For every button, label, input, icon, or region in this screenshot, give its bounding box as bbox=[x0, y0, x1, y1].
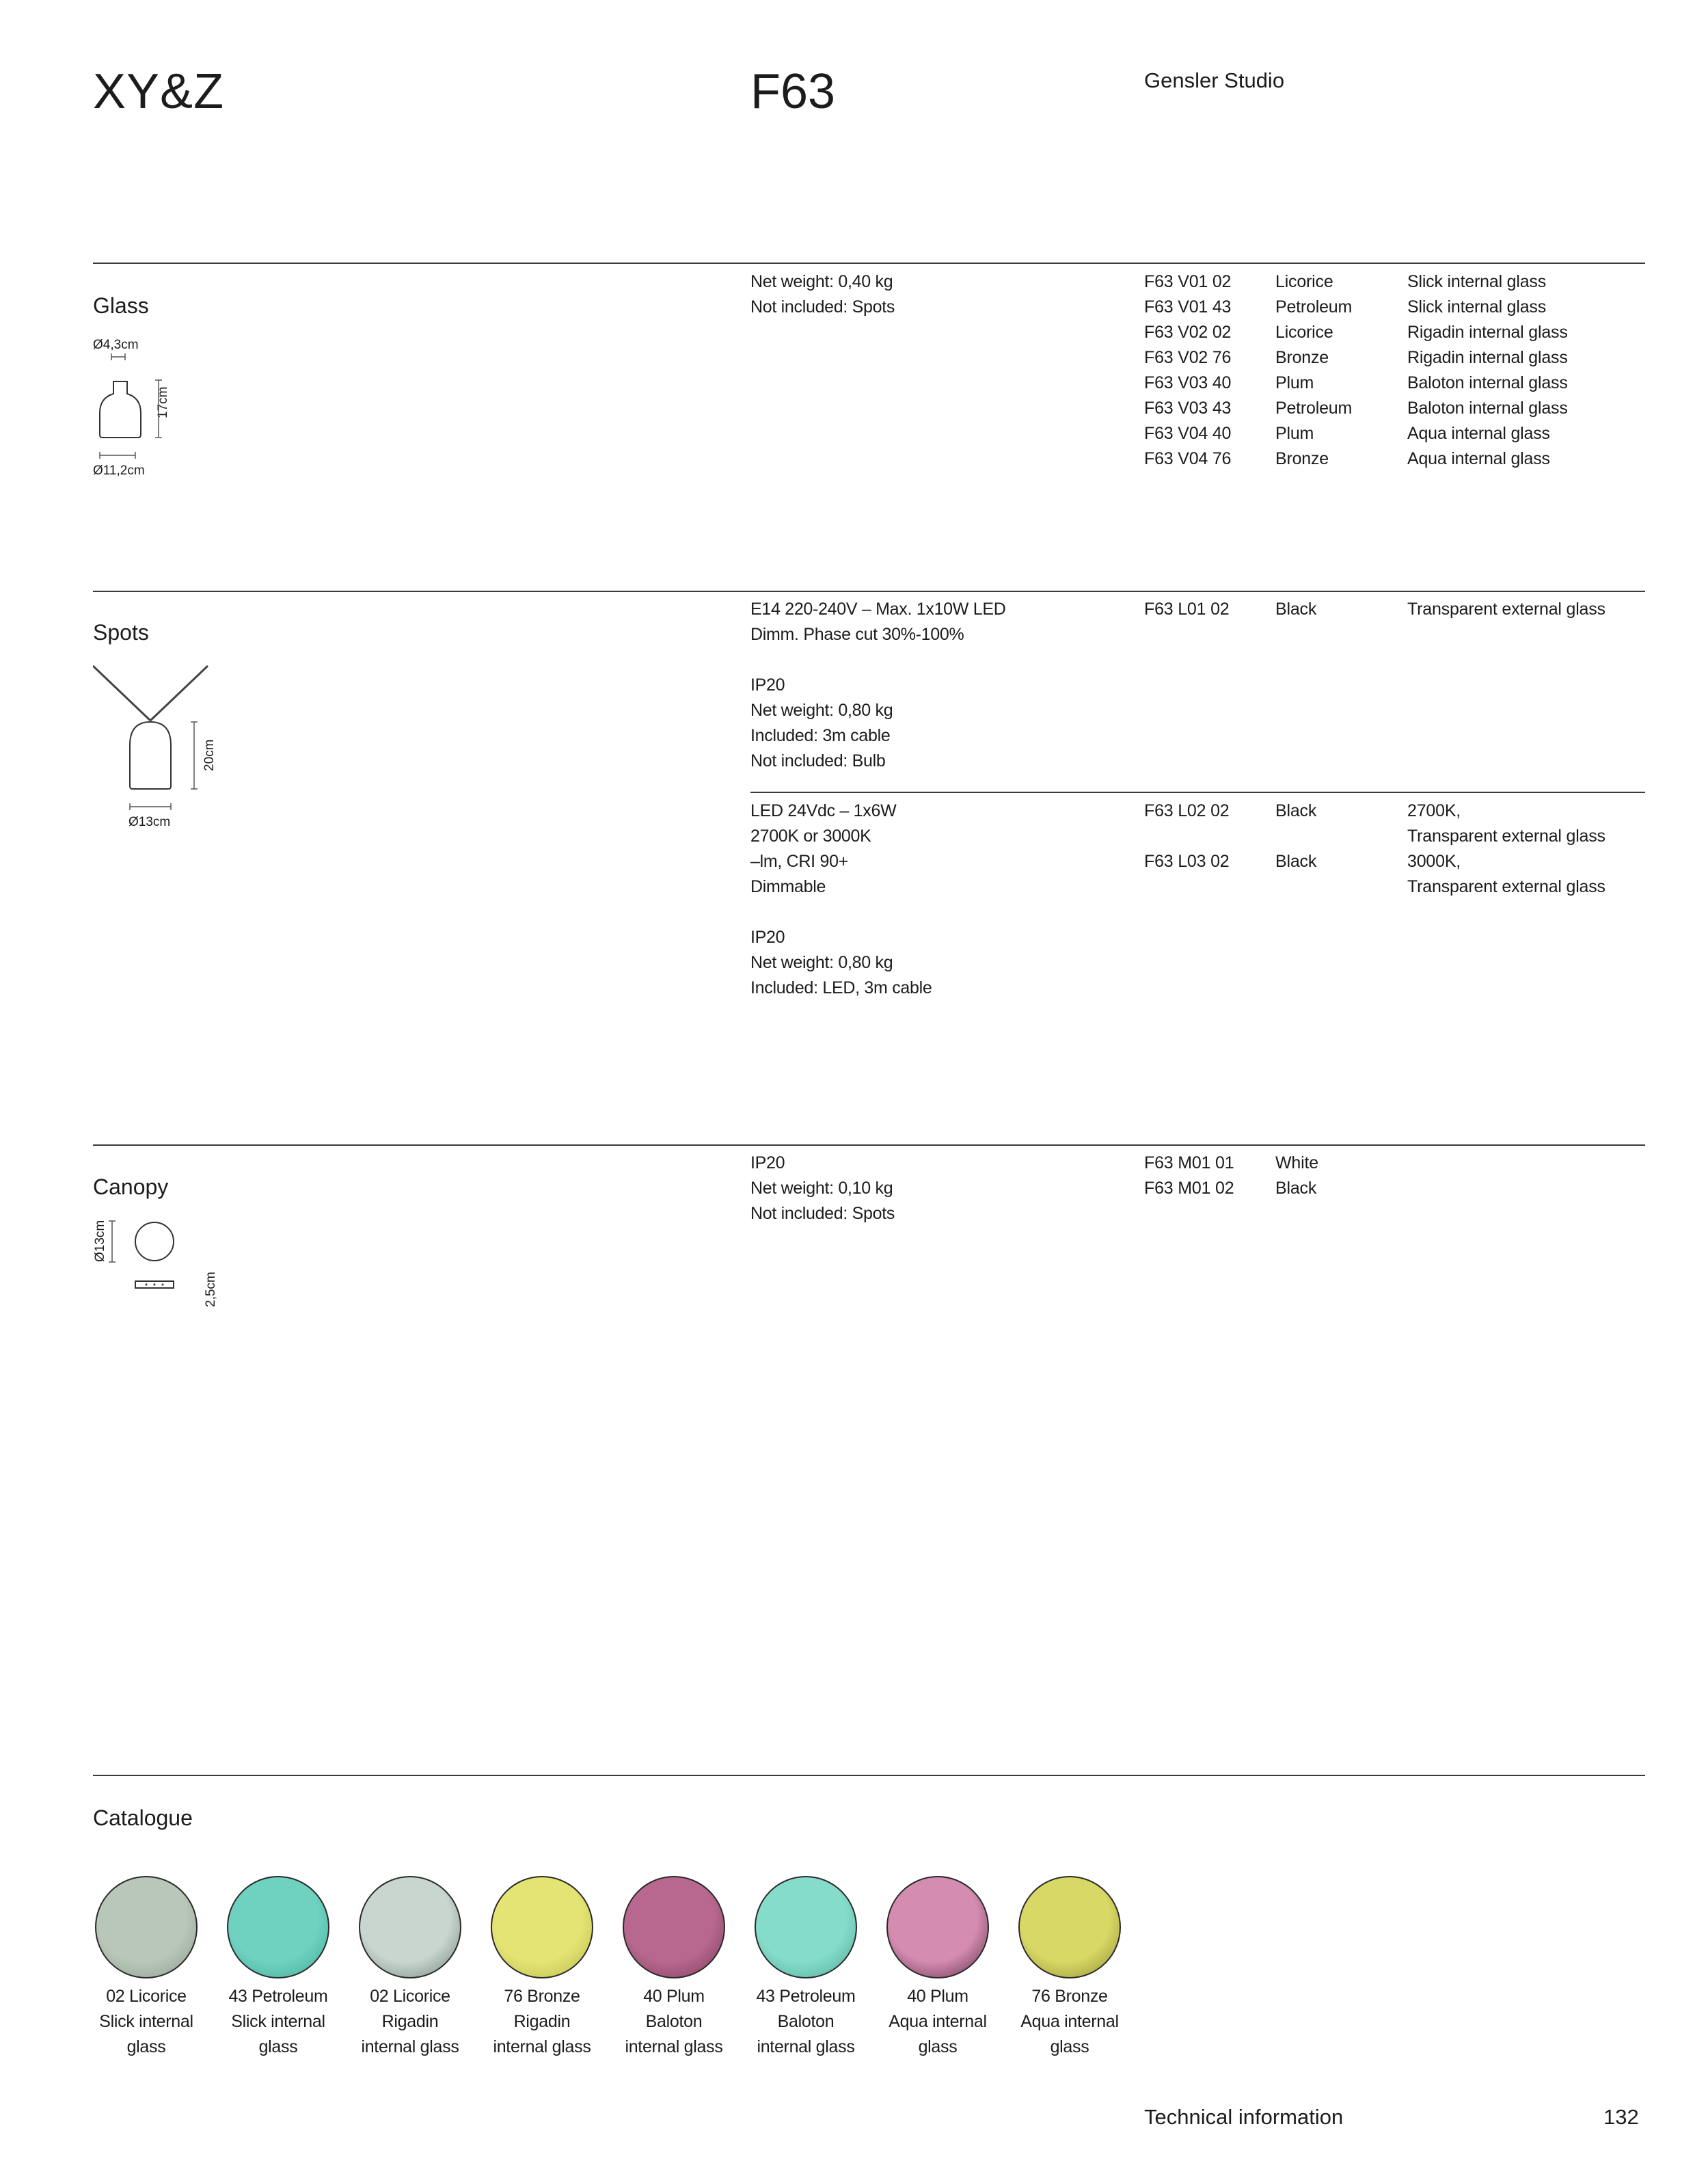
desc-cell: Rigadin internal glass bbox=[1407, 348, 1568, 367]
spec-line: Included: LED, 3m cable bbox=[750, 978, 932, 997]
code-cell: F63 V02 76 bbox=[1144, 348, 1232, 367]
spec-line: E14 220-240V – Max. 1x10W LED bbox=[750, 600, 1006, 619]
swatch-label-line: Aqua internal bbox=[1020, 2012, 1119, 2031]
canopy-specs bbox=[750, 1151, 895, 1226]
desc-cell: 2700K, bbox=[1407, 801, 1461, 820]
desc-cell: Slick internal glass bbox=[1407, 297, 1547, 317]
section-divider bbox=[93, 263, 1645, 264]
swatch-item bbox=[741, 1876, 871, 2060]
swatch-label-line: internal glass bbox=[625, 2037, 723, 2056]
footer-section-label: Technical information bbox=[1144, 2105, 1344, 2129]
spec-line: 2700K or 3000K bbox=[750, 827, 871, 846]
spec-line: LED 24Vdc – 1x6W bbox=[750, 801, 897, 820]
swatch-label-line: Slick internal bbox=[231, 2012, 325, 2031]
swatch-label-line: Slick internal bbox=[99, 2012, 193, 2031]
catalogue-title: Catalogue bbox=[93, 1806, 193, 1830]
swatch-label-line: Baloton bbox=[777, 2012, 835, 2031]
glass-swatch bbox=[623, 1876, 725, 1978]
code-cell: F63 V04 76 bbox=[1144, 449, 1232, 468]
swatch-label bbox=[81, 1984, 211, 2060]
color-cell: Licorice bbox=[1275, 272, 1333, 291]
designer-name: Gensler Studio bbox=[1144, 68, 1285, 92]
swatch-item bbox=[81, 1876, 211, 2060]
glass-codes-table bbox=[1144, 269, 1681, 472]
section-divider bbox=[93, 1775, 1645, 1776]
desc-cell: Baloton internal glass bbox=[1407, 399, 1568, 418]
spots-specs-2 bbox=[750, 799, 932, 1001]
color-cell: White bbox=[1275, 1153, 1318, 1172]
spec-line: IP20 bbox=[750, 675, 785, 695]
swatch-item bbox=[477, 1876, 607, 2060]
swatch-label bbox=[1005, 1984, 1135, 2060]
spec-line: IP20 bbox=[750, 928, 785, 947]
spots-title: Spots bbox=[93, 620, 149, 645]
swatch-label-line: 40 Plum bbox=[643, 1987, 705, 2006]
swatch-label-line: 43 Petroleum bbox=[228, 1987, 328, 2006]
section-divider bbox=[93, 1144, 1645, 1146]
swatch-item bbox=[213, 1876, 343, 2060]
spec-line: Dimmable bbox=[750, 877, 826, 896]
color-cell: Plum bbox=[1275, 424, 1314, 443]
spec-line: Net weight: 0,80 kg bbox=[750, 953, 893, 972]
desc-cell: Baloton internal glass bbox=[1407, 373, 1568, 392]
spec-line: Not included: Spots bbox=[750, 297, 895, 317]
spec-line: –lm, CRI 90+ bbox=[750, 852, 848, 871]
spot-diameter: Ø13cm bbox=[128, 815, 171, 829]
code-cell bbox=[1144, 874, 1275, 900]
canopy-title: Canopy bbox=[93, 1175, 169, 1199]
spec-line: Net weight: 0,40 kg bbox=[750, 272, 893, 291]
desc-cell: Rigadin internal glass bbox=[1407, 323, 1568, 342]
desc-cell: Transparent external glass bbox=[1407, 827, 1605, 846]
swatch-label-line: glass bbox=[126, 2037, 166, 2056]
color-cell: Black bbox=[1275, 1179, 1317, 1198]
swatch-label-line: Aqua internal bbox=[889, 2012, 987, 2031]
color-cell: Petroleum bbox=[1275, 297, 1353, 317]
desc-cell bbox=[1407, 1151, 1681, 1176]
desc-cell: Aqua internal glass bbox=[1407, 449, 1550, 468]
spec-line: IP20 bbox=[750, 1153, 785, 1172]
color-cell: Black bbox=[1275, 852, 1317, 871]
color-cell: Petroleum bbox=[1275, 399, 1353, 418]
spec-line: Not included: Spots bbox=[750, 1204, 895, 1223]
color-cell: Black bbox=[1275, 600, 1317, 619]
code-cell: F63 M01 02 bbox=[1144, 1179, 1234, 1198]
swatch-label bbox=[213, 1984, 343, 2060]
color-cell: Black bbox=[1275, 801, 1317, 820]
swatch-label-line: internal glass bbox=[757, 2037, 855, 2056]
glass-swatch bbox=[491, 1876, 593, 1978]
product-title: F63 bbox=[750, 64, 836, 119]
swatch-item bbox=[1005, 1876, 1135, 2060]
code-cell: F63 L01 02 bbox=[1144, 600, 1230, 619]
color-cell: Licorice bbox=[1275, 323, 1333, 342]
color-cell: Plum bbox=[1275, 373, 1314, 392]
glass-swatch bbox=[755, 1876, 857, 1978]
swatch-label-line: glass bbox=[1050, 2037, 1089, 2056]
subsection-divider bbox=[750, 792, 1645, 793]
code-cell: F63 V02 02 bbox=[1144, 323, 1232, 342]
code-cell: F63 V01 02 bbox=[1144, 272, 1232, 291]
spec-line: Not included: Bulb bbox=[750, 751, 886, 770]
spot-height: 20cm bbox=[202, 739, 217, 771]
glass-swatch bbox=[886, 1876, 989, 1978]
desc-cell: 3000K, bbox=[1407, 852, 1461, 871]
section-divider bbox=[93, 591, 1645, 592]
glass-title: Glass bbox=[93, 293, 149, 318]
glass-swatch bbox=[227, 1876, 329, 1978]
swatch-label-line: internal glass bbox=[361, 2037, 459, 2056]
swatch-item bbox=[609, 1876, 739, 2060]
swatch-label-line: Baloton bbox=[645, 2012, 703, 2031]
code-cell: F63 V04 40 bbox=[1144, 424, 1232, 443]
glass-swatch bbox=[359, 1876, 461, 1978]
swatch-label-line: 76 Bronze bbox=[1031, 1987, 1108, 2006]
swatch-label-line: glass bbox=[918, 2037, 958, 2056]
brand-logo: XY&Z bbox=[93, 64, 225, 119]
swatch-label-line: 40 Plum bbox=[907, 1987, 968, 2006]
swatch-label-line: 02 Licorice bbox=[370, 1987, 450, 2006]
code-cell: F63 L03 02 bbox=[1144, 852, 1230, 871]
color-cell bbox=[1275, 824, 1407, 849]
canopy-height: 2,5cm bbox=[204, 1272, 218, 1307]
swatch-label-line: glass bbox=[258, 2037, 298, 2056]
spec-line: Included: 3m cable bbox=[750, 726, 891, 745]
spots-codes-table-1 bbox=[1144, 597, 1681, 622]
canopy-outline-drawing bbox=[108, 1220, 183, 1295]
glass-specs bbox=[750, 269, 895, 320]
code-cell: F63 L02 02 bbox=[1144, 801, 1230, 820]
glass-top-diameter: Ø4,3cm bbox=[93, 338, 139, 352]
code-cell: F63 V03 43 bbox=[1144, 399, 1232, 418]
canopy-codes-table bbox=[1144, 1151, 1681, 1201]
code-cell bbox=[1144, 824, 1275, 849]
desc-cell: Transparent external glass bbox=[1407, 600, 1605, 619]
glass-swatch bbox=[95, 1876, 198, 1978]
glass-height: 17cm bbox=[156, 386, 170, 418]
swatch-label-line: 76 Bronze bbox=[504, 1987, 580, 2006]
code-cell: F63 V01 43 bbox=[1144, 297, 1232, 317]
swatch-label-line: Rigadin bbox=[513, 2012, 571, 2031]
swatch-label-line: Rigadin bbox=[381, 2012, 439, 2031]
swatch-label bbox=[741, 1984, 871, 2060]
page-number: 132 bbox=[1603, 2105, 1639, 2129]
desc-cell bbox=[1407, 1176, 1681, 1201]
spots-codes-table-2 bbox=[1144, 799, 1681, 900]
canopy-diameter: Ø13cm bbox=[93, 1220, 107, 1262]
color-cell bbox=[1275, 874, 1407, 900]
desc-cell: Slick internal glass bbox=[1407, 272, 1547, 291]
color-cell: Bronze bbox=[1275, 449, 1329, 468]
spots-specs-1 bbox=[750, 597, 1005, 774]
spec-line: Net weight: 0,80 kg bbox=[750, 701, 893, 720]
code-cell: F63 V03 40 bbox=[1144, 373, 1232, 392]
swatch-item bbox=[345, 1876, 475, 2060]
glass-bottom-diameter: Ø11,2cm bbox=[93, 464, 145, 478]
swatch-label-line: 43 Petroleum bbox=[756, 1987, 856, 2006]
spec-line bbox=[750, 900, 932, 925]
desc-cell: Aqua internal glass bbox=[1407, 424, 1550, 443]
swatch-label bbox=[873, 1984, 1003, 2060]
swatch-label bbox=[477, 1984, 607, 2060]
color-cell: Bronze bbox=[1275, 348, 1329, 367]
desc-cell: Transparent external glass bbox=[1407, 877, 1605, 896]
code-cell: F63 M01 01 bbox=[1144, 1153, 1234, 1172]
glass-outline-drawing bbox=[93, 350, 189, 459]
swatch-label-line: 02 Licorice bbox=[106, 1987, 187, 2006]
spec-line: Dimm. Phase cut 30%-100% bbox=[750, 625, 964, 644]
spec-line: Net weight: 0,10 kg bbox=[750, 1179, 893, 1198]
swatch-label bbox=[609, 1984, 739, 2060]
swatch-label-line: internal glass bbox=[493, 2037, 591, 2056]
glass-swatch bbox=[1018, 1876, 1121, 1978]
spec-line bbox=[750, 647, 1005, 673]
swatch-label bbox=[345, 1984, 475, 2060]
swatch-item bbox=[873, 1876, 1003, 2060]
